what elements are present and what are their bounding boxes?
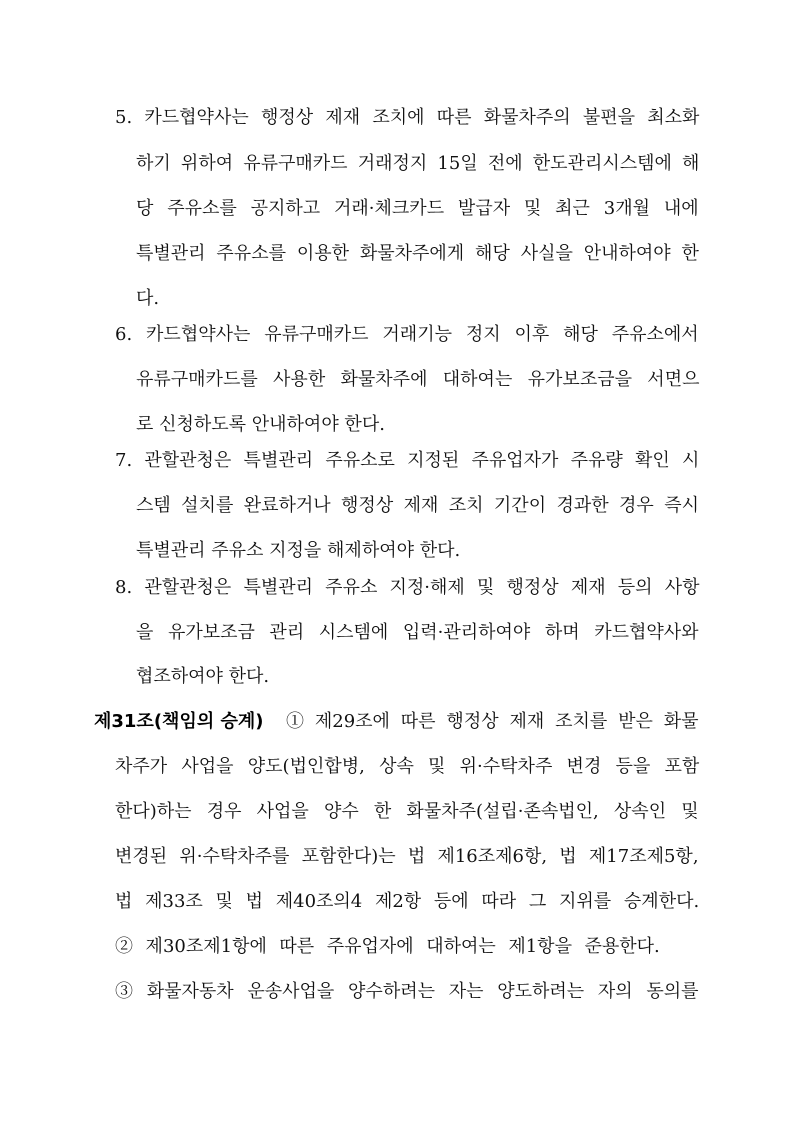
item-6-line-1: 6. 카드협약사는 유류구매카드 거래기능 정지 이후 해당 주유소에서 [115,324,699,345]
article-31-para-3: ③ 화물자동차 운송사업을 양수하려는 자는 양도하려는 자의 동의를 [115,981,699,1002]
item-8-line-1: 8. 관할관청은 특별관리 주유소 지정·해제 및 행정상 제재 등의 사항 [115,577,700,598]
item-7-line-1: 7. 관할관청은 특별관리 주유소로 지정된 주유업자가 주유량 확인 시 [115,450,700,471]
item-8-line-3: 협조하여야 한다. [136,666,270,687]
article-31-para-1-line-2: 차주가 사업을 양도(법인합병, 상속 및 위·수탁차주 변경 등을 포함 [115,756,700,777]
item-5-line-4: 특별관리 주유소를 이용한 화물차주에게 해당 사실을 안내하여야 한 [136,243,699,264]
item-6-line-2: 유류구매카드를 사용한 화물차주에 대하여는 유가보조금을 서면으 [136,369,700,390]
item-5-line-3: 당 주유소를 공지하고 거래·체크카드 발급자 및 최근 3개월 내에 [136,198,699,219]
item-7-line-3: 특별관리 주유소 지정을 해제하여야 한다. [136,540,461,561]
article-31-para-1-line-1: ① 제29조에 따른 행정상 제재 조치를 받은 화물 [286,711,699,732]
item-5-line-2: 하기 위하여 유류구매카드 거래정지 15일 전에 한도관리시스템에 해 [136,153,700,174]
item-8-line-2: 을 유가보조금 관리 시스템에 입력·관리하여야 하며 카드협약사와 [136,622,699,643]
item-6-line-3: 로 신청하도록 안내하여야 한다. [136,414,385,435]
article-31-para-1-line-3: 한다)하는 경우 사업을 양수 한 화물차주(설립·존속법인, 상속인 및 [115,801,699,822]
article-31-para-2: ② 제30조제1항에 따른 주유업자에 대하여는 제1항을 준용한다. [115,936,660,957]
item-5-line-1: 5. 카드협약사는 행정상 제재 조치에 따른 화물차주의 불편을 최소화 [115,107,700,128]
article-31-title: 제31조(책임의 승계) [94,711,264,732]
article-31-para-1-line-5: 법 제33조 및 법 제40조의4 제2항 등에 따라 그 지위를 승계한다. [115,891,700,912]
item-7-line-2: 스템 설치를 완료하거나 행정상 제재 조치 기간이 경과한 경우 즉시 [136,495,699,516]
item-5-line-5: 다. [136,288,160,309]
article-31-para-1-line-4: 변경된 위·수탁차주를 포함한다)는 법 제16조제6항, 법 제17조제5항, [115,846,699,867]
